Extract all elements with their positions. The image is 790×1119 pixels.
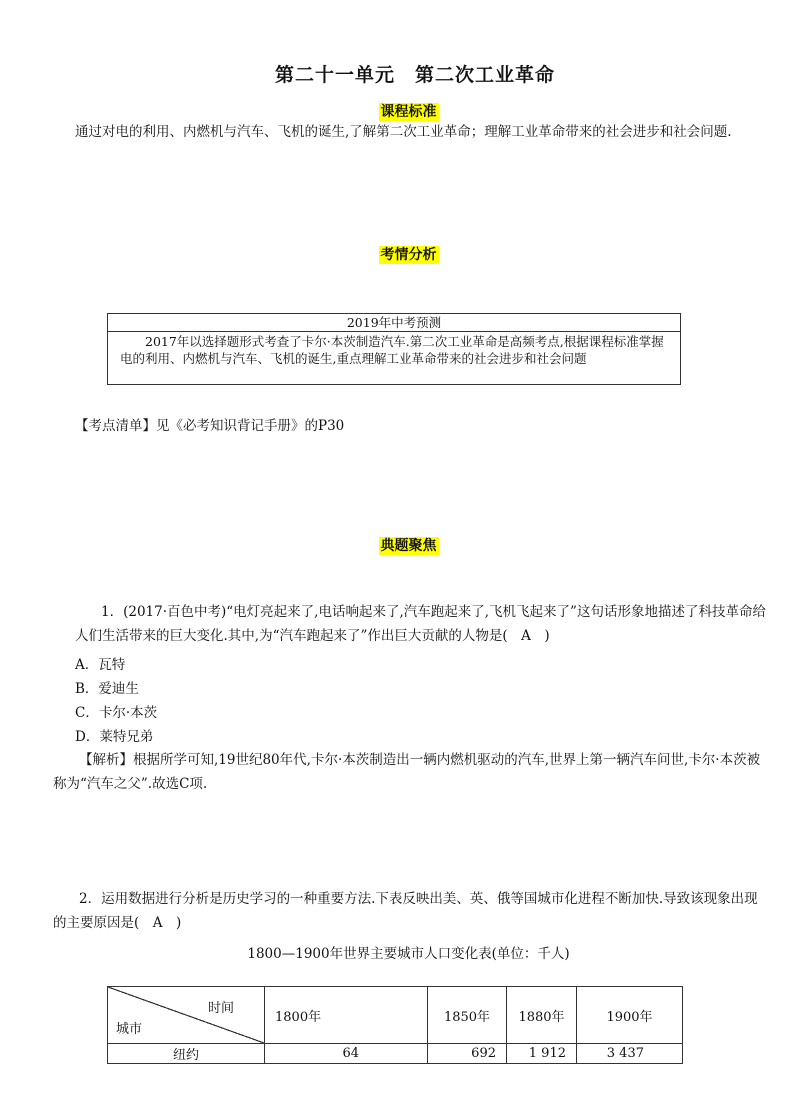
- year-header-1850: 1850年: [428, 987, 507, 1044]
- year-header-1800: 1800年: [265, 987, 428, 1044]
- corner-label-city: 城市: [116, 1022, 143, 1037]
- table-caption: 1800—1900年世界主要城市人口变化表(单位：千人): [247, 946, 570, 962]
- table-corner-cell: [108, 987, 265, 1044]
- standard-paragraph: [75, 120, 765, 144]
- q1-option-a: A．瓦特: [75, 657, 126, 673]
- page-title: 第二十一单元 第二次工业革命: [274, 64, 555, 86]
- population-table: [107, 986, 683, 1064]
- year-header-1880: 1880年: [507, 987, 577, 1044]
- analysis-heading-text: 考情分析: [380, 247, 437, 263]
- question-1: [75, 600, 767, 648]
- table-header-row: [108, 987, 683, 1044]
- value-cell-1800: 64: [265, 1044, 428, 1064]
- q1-option-c: C．卡尔·本茨: [75, 705, 158, 721]
- forecast-box: [107, 313, 681, 385]
- value-cell-1900: 3 437: [577, 1044, 683, 1064]
- table-row: [108, 1044, 683, 1064]
- corner-label-time: 时间: [207, 1001, 234, 1016]
- forecast-header: 2019年中考预测: [108, 314, 680, 332]
- standard-heading-text: 课程标准: [380, 104, 437, 120]
- checklist-note: 【考点清单】见《必考知识背记手册》的P30: [75, 418, 345, 434]
- forecast-text: 2017年以选择题形式考查了卡尔·本茨制造汽车.第二次工业革命是高频考点,根据课程标准掌握电的利用、内燃机与汽车、飞机的诞生,重点理解工业革命带来的社会进步和社会问题: [120, 334, 664, 366]
- section-heading-focus: [0, 535, 790, 555]
- q1-option-b: B．爱迪生: [75, 681, 139, 697]
- focus-heading-text: 典题聚焦: [380, 538, 437, 554]
- value-cell-1880: 1 912: [507, 1044, 577, 1064]
- q1-analysis-block: [53, 748, 767, 796]
- question-2: [53, 887, 767, 935]
- q1-stem: 1．(2017·百色中考)“电灯亮起来了,电话响起来了,汽车跑起来了,飞机飞起来了”这句话形象地描述了科技革命给人们生活带来的巨大变化.其中,为“汽车跑起来了”作出巨大贡献的人物是( A ): [75, 604, 766, 644]
- value-cell-1850: 692: [428, 1044, 507, 1064]
- standard-text: 通过对电的利用、内燃机与汽车、飞机的诞生,了解第二次工业革命；理解工业革命带来的社会进步和社会问题.: [75, 124, 732, 140]
- q1-analysis: 【解析】根据所学可知,19世纪80年代,卡尔·本茨制造出一辆内燃机驱动的汽车,世界上第一辆汽车问世,卡尔·本茨被称为“汽车之父”.故选C项.: [53, 752, 761, 792]
- q2-stem: 2．运用数据进行分析是历史学习的一种重要方法.下表反映出美、英、俄等国城市化进程不断加快.导致该现象出现的主要原因是( A ): [53, 891, 758, 931]
- section-heading-analysis: [0, 244, 790, 264]
- section-heading-standard: [0, 101, 790, 121]
- year-header-1900: 1900年: [577, 987, 683, 1044]
- city-cell: 纽约: [108, 1044, 265, 1064]
- corner-diagonal: [108, 987, 264, 1043]
- q1-option-d: D．莱特兄弟: [75, 729, 154, 745]
